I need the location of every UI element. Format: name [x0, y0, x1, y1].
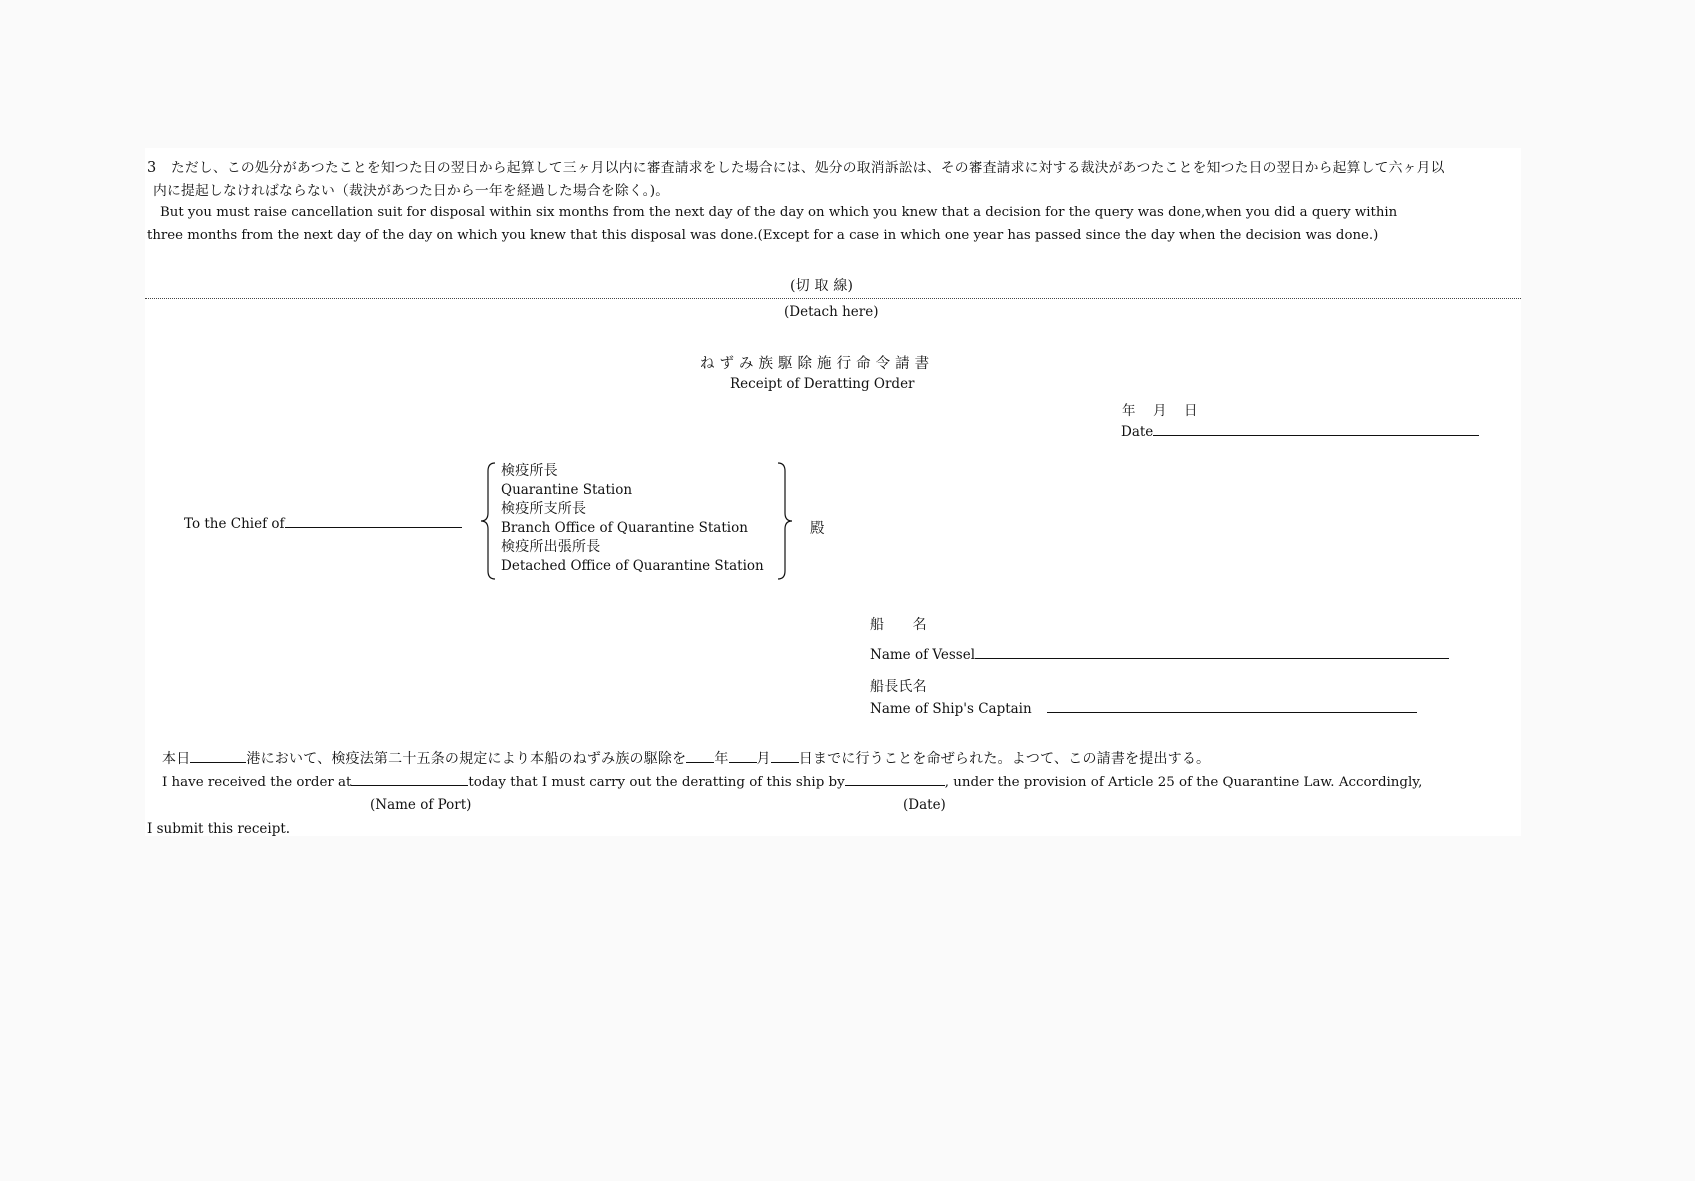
body-en-last: I submit this receipt. [147, 821, 291, 837]
body-jp [162, 748, 1210, 768]
detach-label-en: (Detach here) [784, 304, 879, 320]
office-item: Branch Office of Quarantine Station [501, 520, 748, 536]
notice-jp-text1: ただし、この処分があつたことを知つた日の翌日から起算して三ヶ月以内に審査請求をした場合には、処分の取消訴訟は、その審査請求に対する裁決があつたことを知つた日の翌日から起算して六ヶ月以 [170, 160, 1445, 176]
office-item: Quarantine Station [501, 482, 633, 498]
to-chief-field[interactable] [184, 515, 462, 532]
date-blank-en[interactable] [845, 773, 945, 786]
day-blank[interactable] [771, 750, 799, 763]
body-jp-part3: までに行うことを命ぜられた。よつて、この請書を提出する。 [812, 751, 1211, 767]
body-jp-part1: 本日 [162, 751, 191, 767]
date-field[interactable] [1121, 423, 1479, 440]
detach-label-jp: (切 取 線) [790, 278, 854, 294]
notice-item-number: 3 [147, 160, 157, 176]
captain-blank[interactable] [1047, 700, 1417, 713]
document-page [145, 148, 1521, 836]
month-blank[interactable] [729, 750, 757, 763]
notice-en-line1: But you must raise cancellation suit for disposal within six months from the next day of the day on which you knew that a decision for the query was done,when you did a query within [160, 205, 1398, 220]
to-chief-label: To the Chief of [184, 516, 285, 532]
office-item: 検疫所支所長 [501, 501, 587, 517]
notice-jp-line1 [147, 156, 1445, 176]
office-list [501, 462, 764, 576]
body-jp-day: 日 [798, 751, 813, 767]
body-jp-month: 月 [756, 751, 771, 767]
body-en-part1: I have received the order at [162, 775, 352, 790]
body-jp-year: 年 [714, 751, 729, 767]
port-label: (Name of Port) [370, 797, 472, 813]
notice-jp-line2: 内に提起しなければならない（裁決があつた日から一年を経過した場合を除く。)。 [153, 183, 670, 199]
form-title-en: Receipt of Deratting Order [730, 376, 915, 392]
office-item: 検疫所出張所長 [501, 539, 601, 555]
captain-label: Name of Ship's Captain [870, 701, 1032, 717]
form-title-jp: ね ず み 族 駆 除 施 行 命 令 請 書 [700, 356, 930, 372]
year-blank[interactable] [686, 750, 714, 763]
body-jp-part2: 港において、検疫法第二十五条の規定により本船のねずみ族の駆除を [246, 751, 687, 767]
vessel-blank[interactable] [975, 646, 1449, 659]
date-label: Date [1121, 424, 1154, 440]
to-chief-blank[interactable] [285, 515, 462, 528]
left-brace-icon [479, 461, 499, 581]
captain-label-jp: 船長氏名 [870, 679, 927, 695]
vessel-field[interactable] [870, 646, 1449, 663]
vessel-label-jp: 船 名 [870, 617, 927, 633]
office-item: 検疫所長 [501, 463, 558, 479]
captain-field[interactable] [870, 700, 1417, 717]
vessel-label: Name of Vessel [870, 647, 976, 663]
date-blank[interactable] [1153, 423, 1479, 436]
body-en-part3: , under the provision of Article 25 of the Quarantine Law. Accordingly, [944, 775, 1423, 790]
detach-line [145, 298, 1521, 299]
date-caption: (Date) [903, 797, 946, 813]
port-blank-jp[interactable] [190, 750, 246, 763]
date-jp: 年 月 日 [1122, 403, 1200, 419]
right-brace-icon [774, 461, 794, 581]
body-en [162, 773, 1422, 790]
body-en-part2: today that I must carry out the deratting of this ship by [468, 775, 845, 790]
office-item: Detached Office of Quarantine Station [501, 558, 764, 574]
notice-en-line2: three months from the next day of the day on which you knew that this disposal was done.(Except for a case in which one year has passed since the day when the decision was done.) [147, 228, 1379, 243]
port-blank-en[interactable] [351, 773, 468, 786]
honorific: 殿 [810, 521, 825, 537]
